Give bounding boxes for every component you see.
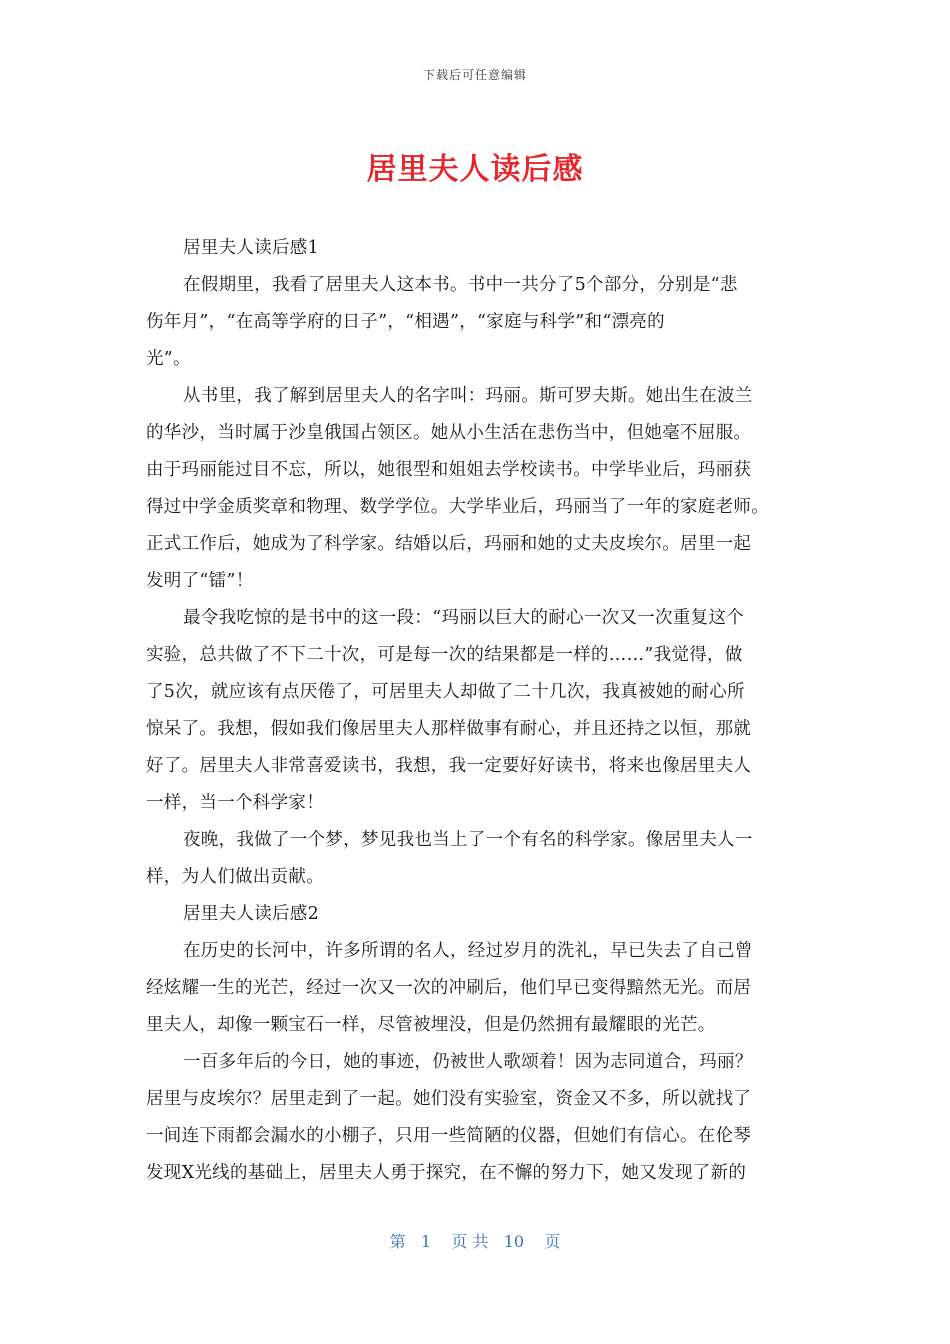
text-line: 居里夫人读后感1 (183, 238, 320, 258)
text-line: 发明了“镭”！ (146, 571, 254, 591)
text-line: 一间连下雨都会漏水的小棚子，只用一些简陋的仪器，但她们有信心。在伦琴 (146, 1126, 752, 1146)
text-line: 正式工作后，她成为了科学家。结婚以后，玛丽和她的丈夫皮埃尔。居里一起 (146, 534, 752, 554)
text-line: 最令我吃惊的是书中的这一段：“玛丽以巨大的耐心一次又一次重复这个 (183, 608, 745, 628)
text-line: 光”。 (146, 349, 191, 369)
text-line: 伤年月”，“在高等学府的日子”，“相遇”，“家庭与科学”和“漂亮的 (146, 312, 665, 332)
header-note: 下载后可任意编辑 (422, 68, 527, 82)
text-line: 惊呆了。我想，假如我们像居里夫人那样做事有耐心，并且还持之以恒，那就 (146, 719, 752, 739)
text-line: 居里夫人读后感2 (183, 904, 320, 924)
text-line: 样，为人们做出贡献。 (146, 867, 324, 887)
text-line: 一百多年后的今日，她的事迹，仍被世人歌颂着！因为志同道合，玛丽？ (183, 1052, 753, 1072)
text-line: 里夫人，却像一颗宝石一样，尽管被埋没，但是仍然拥有最耀眼的光芒。 (146, 1015, 716, 1035)
page-indicator: 第 1 页 共 10 页 (389, 1232, 561, 1251)
text-line: 从书里，我了解到居里夫人的名字叫：玛丽。斯可罗夫斯。她出生在波兰 (183, 386, 753, 406)
text-line: 在历史的长河中，许多所谓的名人，经过岁月的洗礼，早已失去了自己曾 (183, 941, 753, 961)
text-line: 夜晚，我做了一个梦，梦见我也当上了一个有名的科学家。像居里夫人一 (183, 830, 753, 850)
document-title: 居里夫人读后感 (366, 152, 584, 187)
text-line: 得过中学金质奖章和物理、数学学位。大学毕业后，玛丽当了一年的家庭老师。 (146, 497, 769, 517)
text-line: 好了。居里夫人非常喜爱读书，我想，我一定要好好读书，将来也像居里夫人 (146, 756, 752, 776)
text-line: 发现X光线的基础上，居里夫人勇于探究，在不懈的努力下，她又发现了新的 (146, 1163, 747, 1183)
text-line: 在假期里，我看了居里夫人这本书。书中一共分了5个部分，分别是“悲 (183, 275, 738, 295)
text-line: 实验，总共做了不下二十次，可是每一次的结果都是一样的……”我觉得，做 (146, 645, 743, 665)
text-line: 的华沙，当时属于沙皇俄国占领区。她从小生活在悲伤当中，但她毫不屈服。 (146, 423, 752, 443)
text-line: 居里与皮埃尔？居里走到了一起。她们没有实验室，资金又不多，所以就找了 (146, 1089, 752, 1109)
text-line: 了5次，就应该有点厌倦了，可居里夫人却做了二十几次，我真被她的耐心所 (146, 682, 745, 702)
text-line: 一样，当一个科学家！ (146, 793, 324, 813)
document-body (146, 230, 802, 1192)
text-line: 经炫耀一生的光芒，经过一次又一次的冲刷后，他们早已变得黯然无光。而居 (146, 978, 752, 998)
text-line: 由于玛丽能过目不忘，所以，她很型和姐姐去学校读书。中学毕业后，玛丽获 (146, 460, 752, 480)
